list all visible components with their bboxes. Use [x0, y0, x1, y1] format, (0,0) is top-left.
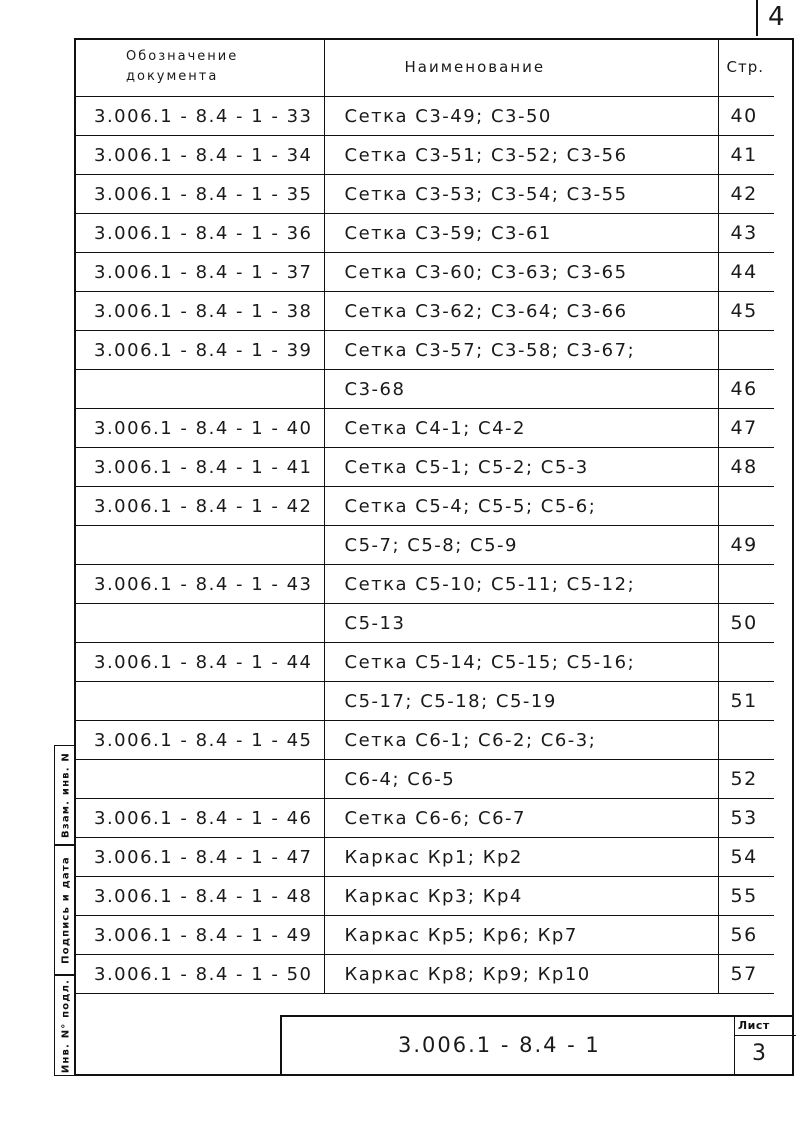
table-row: [74, 526, 774, 565]
row-name: Сетка С3-59; С3-61: [324, 214, 718, 253]
stamp-signature-date: [54, 845, 76, 975]
row-page: 46: [718, 370, 774, 409]
row-page: 44: [718, 253, 774, 292]
row-page: 52: [718, 760, 774, 799]
table-row: [74, 838, 774, 877]
row-name: С6-4; С6-5: [324, 760, 718, 799]
row-document-code: [74, 604, 324, 643]
corner-divider: [756, 0, 758, 36]
row-page: 49: [718, 526, 774, 565]
table-row: [74, 643, 774, 682]
row-document-code: 3.006.1 - 8.4 - 1 - 34: [74, 136, 324, 175]
row-page: 57: [718, 955, 774, 994]
table-row: [74, 487, 774, 526]
row-page: 41: [718, 136, 774, 175]
row-document-code: 3.006.1 - 8.4 - 1 - 41: [74, 448, 324, 487]
row-name: С5-13: [324, 604, 718, 643]
row-page: 55: [718, 877, 774, 916]
row-name: Сетка С4-1; С4-2: [324, 409, 718, 448]
stamp-inv-label: Инв. N° подл.: [60, 978, 71, 1073]
table-row: [74, 760, 774, 799]
row-page: [718, 643, 774, 682]
table-row: [74, 331, 774, 370]
row-document-code: 3.006.1 - 8.4 - 1 - 35: [74, 175, 324, 214]
table-row: [74, 565, 774, 604]
sheet-number: 3: [752, 1041, 768, 1066]
stamp-replacement-inventory: [54, 745, 76, 845]
title-block: [280, 1015, 794, 1076]
sheet-box-divider: [734, 1017, 735, 1076]
row-name: Сетка С3-57; С3-58; С3-67;: [324, 331, 718, 370]
table-row: [74, 955, 774, 994]
row-document-code: [74, 526, 324, 565]
table-row: [74, 292, 774, 331]
row-page: 40: [718, 97, 774, 136]
table-row: [74, 604, 774, 643]
row-name: Сетка С5-4; С5-5; С5-6;: [324, 487, 718, 526]
table-row: [74, 214, 774, 253]
row-name: С5-17; С5-18; С5-19: [324, 682, 718, 721]
stamp-vzam-label: Взам. инв. N: [60, 752, 71, 838]
table-row: [74, 682, 774, 721]
sheet-label: Лист: [738, 1019, 770, 1032]
header-code-line2: документа: [126, 69, 219, 84]
row-document-code: 3.006.1 - 8.4 - 1 - 50: [74, 955, 324, 994]
row-page: 42: [718, 175, 774, 214]
row-page: [718, 331, 774, 370]
row-name: Каркас Кр3; Кр4: [324, 877, 718, 916]
table-row: [74, 721, 774, 760]
table-row: [74, 175, 774, 214]
row-document-code: 3.006.1 - 8.4 - 1 - 44: [74, 643, 324, 682]
row-name: Сетка С3-51; С3-52; С3-56: [324, 136, 718, 175]
table-row: [74, 370, 774, 409]
row-name: С3-68: [324, 370, 718, 409]
header-name: Наименование: [324, 38, 718, 97]
row-page: 50: [718, 604, 774, 643]
row-name: Каркас Кр1; Кр2: [324, 838, 718, 877]
header-page: Стр.: [718, 38, 774, 97]
header-document-code: [74, 38, 324, 97]
row-name: С5-7; С5-8; С5-9: [324, 526, 718, 565]
row-name: Сетка С3-60; С3-63; С3-65: [324, 253, 718, 292]
row-page: 51: [718, 682, 774, 721]
header-code-line1: Обозначение: [126, 49, 239, 64]
row-name: Сетка С6-6; С6-7: [324, 799, 718, 838]
title-block-code: 3.006.1 - 8.4 - 1: [398, 1033, 601, 1057]
row-name: Сетка С3-62; С3-64; С3-66: [324, 292, 718, 331]
row-document-code: [74, 682, 324, 721]
table-row: [74, 409, 774, 448]
contents-table: [74, 38, 774, 994]
row-document-code: 3.006.1 - 8.4 - 1 - 33: [74, 97, 324, 136]
row-name: Сетка С5-10; С5-11; С5-12;: [324, 565, 718, 604]
row-document-code: 3.006.1 - 8.4 - 1 - 38: [74, 292, 324, 331]
row-page: 56: [718, 916, 774, 955]
row-page: [718, 721, 774, 760]
row-name: Сетка С5-14; С5-15; С5-16;: [324, 643, 718, 682]
row-name: Сетка С3-49; С3-50: [324, 97, 718, 136]
table-row: [74, 97, 774, 136]
table-row: [74, 799, 774, 838]
row-name: Сетка С5-1; С5-2; С5-3: [324, 448, 718, 487]
row-name: Каркас Кр5; Кр6; Кр7: [324, 916, 718, 955]
stamp-podpis-label: Подпись и дата: [60, 856, 71, 964]
row-page: [718, 565, 774, 604]
row-document-code: 3.006.1 - 8.4 - 1 - 48: [74, 877, 324, 916]
sheet-box-hline: [734, 1035, 796, 1036]
table-row: [74, 877, 774, 916]
table-row: [74, 136, 774, 175]
row-document-code: 3.006.1 - 8.4 - 1 - 42: [74, 487, 324, 526]
row-name: Сетка С6-1; С6-2; С6-3;: [324, 721, 718, 760]
table-header-row: [74, 38, 774, 97]
table-row: [74, 448, 774, 487]
row-document-code: [74, 760, 324, 799]
stamp-original-inventory: [54, 975, 76, 1076]
row-document-code: 3.006.1 - 8.4 - 1 - 36: [74, 214, 324, 253]
row-page: [718, 487, 774, 526]
row-document-code: 3.006.1 - 8.4 - 1 - 39: [74, 331, 324, 370]
row-page: 54: [718, 838, 774, 877]
row-document-code: 3.006.1 - 8.4 - 1 - 43: [74, 565, 324, 604]
row-document-code: 3.006.1 - 8.4 - 1 - 37: [74, 253, 324, 292]
row-document-code: 3.006.1 - 8.4 - 1 - 40: [74, 409, 324, 448]
row-page: 48: [718, 448, 774, 487]
table-row: [74, 916, 774, 955]
row-document-code: 3.006.1 - 8.4 - 1 - 49: [74, 916, 324, 955]
row-name: Сетка С3-53; С3-54; С3-55: [324, 175, 718, 214]
row-page: 45: [718, 292, 774, 331]
row-document-code: 3.006.1 - 8.4 - 1 - 46: [74, 799, 324, 838]
corner-page-number: 4: [768, 2, 787, 32]
row-page: 43: [718, 214, 774, 253]
row-document-code: 3.006.1 - 8.4 - 1 - 45: [74, 721, 324, 760]
row-page: 53: [718, 799, 774, 838]
row-page: 47: [718, 409, 774, 448]
row-name: Каркас Кр8; Кр9; Кр10: [324, 955, 718, 994]
table-row: [74, 253, 774, 292]
row-document-code: [74, 370, 324, 409]
row-document-code: 3.006.1 - 8.4 - 1 - 47: [74, 838, 324, 877]
